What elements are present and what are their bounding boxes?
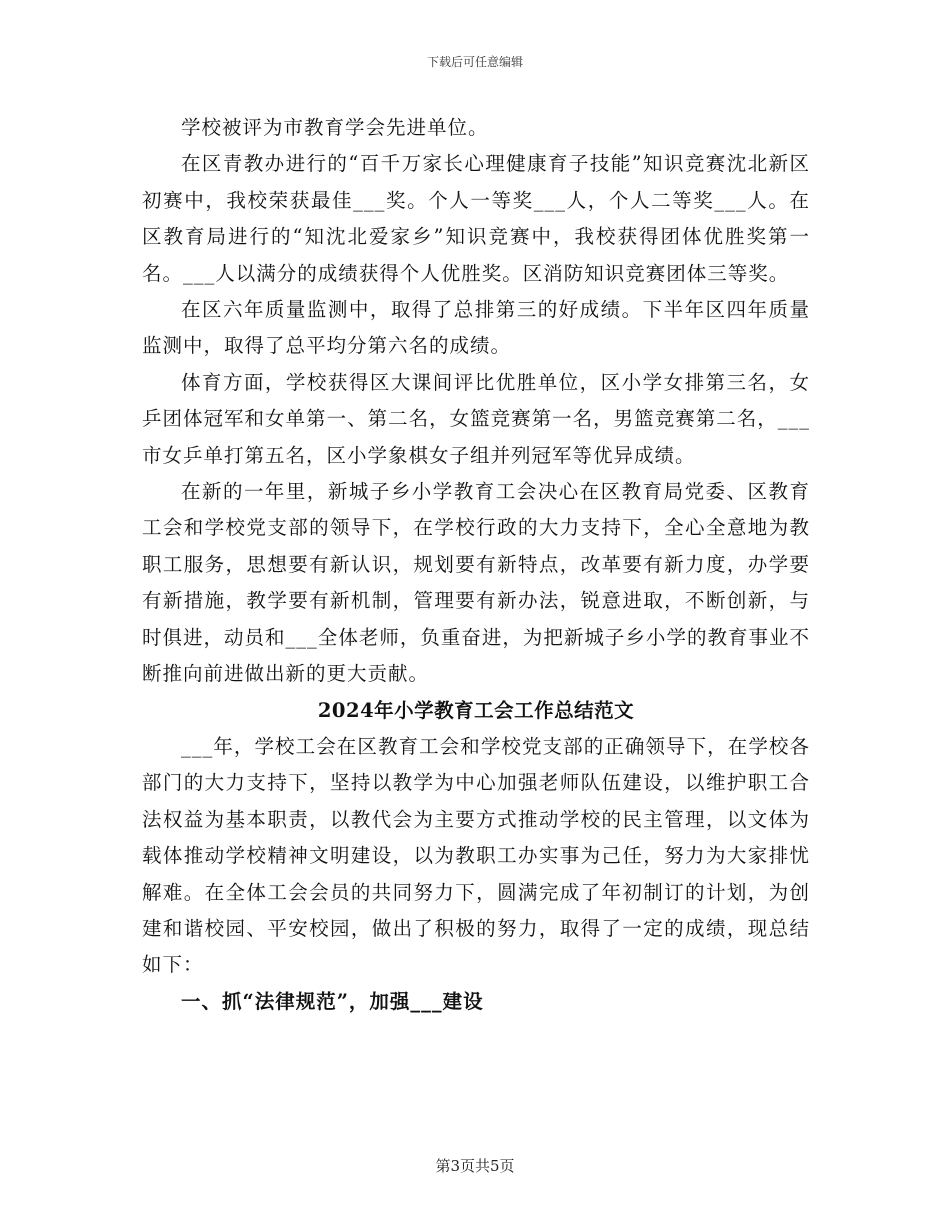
paragraph: 体育方面，学校获得区大课间评比优胜单位，区小学女排第三名，女乒团体冠军和女单第一、第二名，女篮竞赛第一名，男篮竞赛第二名，___市女乒单打第五名，区小学象棋女子组并列冠军等优异成绩。: [142, 370, 810, 467]
paragraph: ___年，学校工会在区教育工会和学校党支部的正确领导下，在学校各部门的大力支持下，坚持以教学为中心加强老师队伍建设，以维护职工合法权益为基本职责，以教代会为主要方式推动学校的民主管理，以文体为载体推动学校精神文明建设，以为教职工办实事为己任，努力为大家排忧解难。在全体工会会员的共同努力下，圆满完成了年初制订的计划，为创建和谐校园、平安校园，做出了积极的努力，取得了一定的成绩，现总结如下：: [142, 734, 810, 977]
paragraph: 在区六年质量监测中，取得了总排第三的好成绩。下半年区四年质量监测中，取得了总平均分第六名的成绩。: [142, 298, 810, 358]
document-title: 2024年小学教育工会工作总结范文: [317, 698, 635, 722]
page-footer: 第3页共5页: [435, 1157, 515, 1175]
document-body: [142, 110, 810, 1020]
section-heading: 一、抓“法律规范”，加强___建设: [181, 989, 484, 1013]
paragraph: 学校被评为市教育学会先进单位。: [181, 116, 489, 139]
paragraph: 在区青教办进行的“百千万家长心理健康育子技能”知识竞赛沈北新区初赛中，我校荣获最佳___奖。个人一等奖___人，个人二等奖___人。在区教育局进行的“知沈北爱家乡”知识竞赛中，我校获得团体优胜奖第一名。___人以满分的成绩获得个人优胜奖。区消防知识竞赛团体三等奖。: [142, 152, 810, 285]
paragraph: 在新的一年里，新城子乡小学教育工会决心在区教育局党委、区教育工会和学校党支部的领导下，在学校行政的大力支持下，全心全意地为教职工服务，思想要有新认识，规划要有新特点，改革要有新力度，办学要有新措施，教学要有新机制，管理要有新办法，锐意进取，不断创新，与时俱进，动员和___全体老师，负重奋进，为把新城子乡小学的教育事业不断推向前进做出新的更大贡献。: [142, 480, 810, 686]
page-header: 下载后可任意编辑: [426, 55, 523, 69]
